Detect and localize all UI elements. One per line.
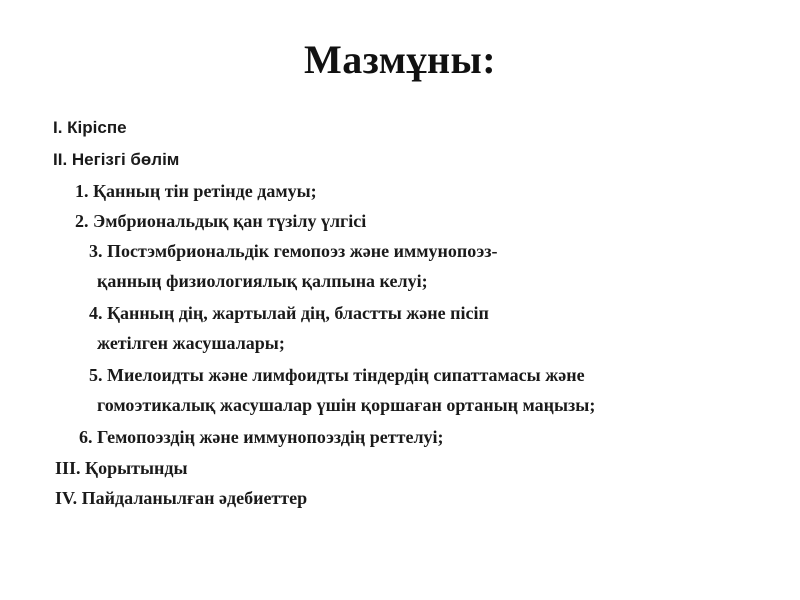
toc-item-5-continued: гомоэтикалық жасушалар үшін қоршаған ортаның маңызы; [97, 395, 596, 415]
page-title: Мазмұны: [303, 37, 497, 82]
toc-item-5: 5. Миелоидты және лимфоидты тіндердің сипаттамасы және [89, 365, 585, 385]
toc-item-3-continued: қанның физиологиялық қалпына келуі; [97, 271, 428, 291]
toc-item-references: IV. Пайдаланылған әдебиеттер [55, 488, 308, 508]
toc-item-introduction: I. Кіріспе [53, 118, 127, 137]
toc-item-6: 6. Гемопоэздің және иммунопоэздің реттелуі; [79, 427, 444, 447]
toc-item-3: 3. Постэмбриональдік гемопоэз және иммунопоэз- [89, 241, 498, 261]
toc-item-2: 2. Эмбриональдық қан түзілу үлгісі [75, 211, 367, 231]
toc-item-1: 1. Қанның тін ретінде дамуы; [75, 181, 317, 201]
toc-item-4: 4. Қанның дің, жартылай дің, бластты және пісіп [89, 303, 489, 323]
toc-item-4-continued: жетілген жасушалары; [97, 333, 285, 353]
toc-item-conclusion: III. Қорытынды [55, 458, 188, 478]
toc-item-main-part: II. Негізгі бөлім [53, 150, 180, 169]
